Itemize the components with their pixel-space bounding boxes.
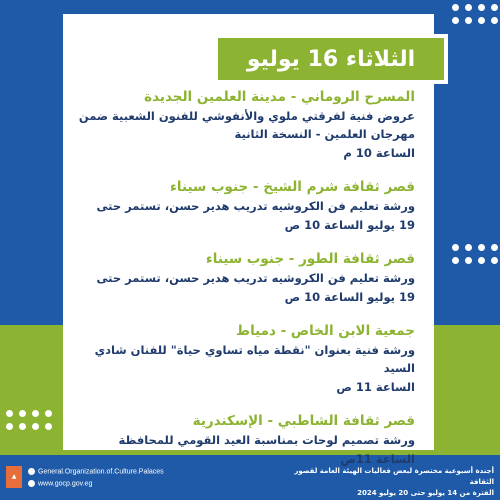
event-item <box>75 88 415 163</box>
facebook-icon <box>28 468 35 475</box>
globe-icon <box>28 480 35 487</box>
event-description: ورشة تعليم فن الكروشيه تدريب هدير حسن، تستمر حتى <box>96 271 415 285</box>
agenda-line-1: أجندة أسبوعية مختصرة لبعض فعاليات الهيئة العامة لقصور الثقافة <box>294 467 494 486</box>
event-venue: المسرح الروماني - مدينة العلمين الجديدة <box>144 89 415 105</box>
event-description: عروض فنية لفرقتي ملوي والأنفوشي للفنون الشعبية ضمن <box>78 109 415 123</box>
decorative-dots-left <box>6 410 52 430</box>
event-item <box>75 178 415 235</box>
website-url: www.gocp.gov.eg <box>38 480 93 488</box>
event-time: 19 يوليو الساعة 10 ص <box>284 218 415 232</box>
event-venue: جمعية الابن الخاص - دمياط <box>236 323 415 339</box>
day-title: الثلاثاء 16 يوليو <box>218 38 444 80</box>
agenda-line-2: الفترة من 14 يوليو حتى 20 يوليو 2024 <box>357 489 494 497</box>
decorative-dots-top-right <box>452 4 498 24</box>
website-link[interactable] <box>28 480 92 487</box>
event-venue: قصر ثقافة الشاطبي - الإسكندرية <box>192 413 415 429</box>
schedule-list <box>75 88 415 484</box>
event-time: الساعة 11ص <box>340 452 415 466</box>
event-description: مهرجان العلمين - النسخة الثانية <box>234 127 415 141</box>
event-venue: قصر ثقافة الطور - جنوب سيناء <box>205 251 415 267</box>
org-name: General.Organization.of.Culture.Palaces <box>38 468 164 476</box>
event-time: 19 يوليو الساعة 10 ص <box>284 290 415 304</box>
facebook-link[interactable] <box>28 468 164 475</box>
event-description: ورشة تعليم فن الكروشيه تدريب هدير حسن، تستمر حتى <box>96 199 415 213</box>
event-venue: قصر ثقافة شرم الشيخ - جنوب سيناء <box>169 179 415 195</box>
gocp-logo-icon: ▲ <box>6 466 22 488</box>
event-description: ورشة تصميم لوحات بمناسبة العيد القومي للمحافظة <box>118 433 415 447</box>
agenda-caption <box>274 466 494 499</box>
event-item <box>75 322 415 397</box>
event-time: الساعة 11 ص <box>336 380 415 394</box>
decorative-dots-right <box>452 244 498 264</box>
event-item <box>75 250 415 307</box>
event-time: الساعة 10 م <box>343 146 415 160</box>
footer <box>0 458 500 498</box>
event-description: ورشة فنية بعنوان "نقطة مياه تساوي حياة" للفنان شادي السيد <box>94 343 415 375</box>
